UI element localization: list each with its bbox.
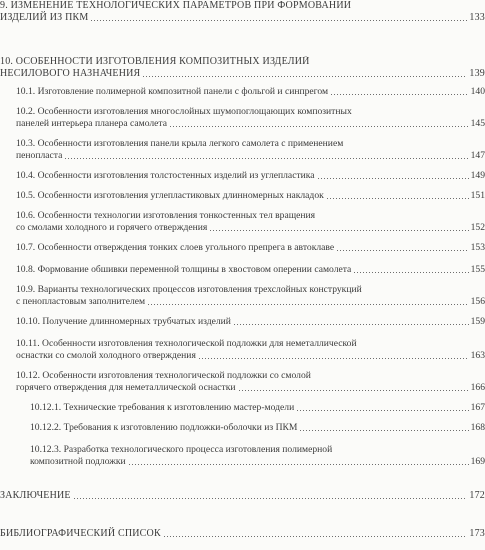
toc-entry-line: оснастки со смолой холодного отверждения <box>16 350 196 361</box>
toc-entry-10-12-1[interactable] <box>0 402 485 414</box>
toc-entry-line: 10.9. Варианты технологических процессов изготовления трехслойных конструкций <box>16 284 362 295</box>
page-number: 168 <box>470 422 485 433</box>
toc-entry-line: 10.2. Особенности изготовления многослойных шумопоглощающих композитных <box>16 106 352 117</box>
page-number: 145 <box>470 118 485 129</box>
page-number: 139 <box>469 68 485 79</box>
toc-entry-10-9[interactable] <box>0 284 485 308</box>
toc-entry-10-4[interactable] <box>0 170 485 182</box>
toc-entry-10-3[interactable] <box>0 138 485 162</box>
page-number: 167 <box>470 402 485 413</box>
toc-entry-10-12[interactable] <box>0 370 485 394</box>
leader-dots <box>90 20 467 21</box>
toc-entry-10-8[interactable] <box>0 264 485 276</box>
page-number: 156 <box>470 296 485 307</box>
toc-entry-10-5[interactable] <box>0 190 485 202</box>
toc-entry-line: БИБЛИОГРАФИЧЕСКИЙ СПИСОК <box>0 528 161 539</box>
toc-entry-conclusion[interactable] <box>0 490 485 502</box>
toc-entry-10-6[interactable] <box>0 210 485 234</box>
leader-dots <box>296 410 468 411</box>
toc-entry-line: 10.10. Получение длинномерных трубчатых изделий <box>16 316 231 327</box>
toc-entry-line: 10.4. Особенности изготовления толстостенных изделий из углепластика <box>16 170 315 181</box>
page-number: 172 <box>469 490 485 501</box>
page-number: 159 <box>470 316 485 327</box>
toc-entry-10-12-3[interactable] <box>0 444 485 468</box>
page-number: 173 <box>469 528 485 539</box>
page-number: 149 <box>470 170 485 181</box>
toc-entry-line: НЕСИЛОВОГО НАЗНАЧЕНИЯ <box>0 68 141 79</box>
toc-entry-10-2[interactable] <box>0 106 485 130</box>
leader-dots <box>147 304 469 305</box>
toc-entry-line: 10.5. Особенности изготовления углепластиковых длинномерных накладок <box>16 190 324 201</box>
leader-dots <box>73 498 468 499</box>
leader-dots <box>169 126 469 127</box>
toc-entry-line: со смолами холодного и горячего отверждения <box>16 222 208 233</box>
toc-entry-chapter-9[interactable] <box>0 0 485 24</box>
leader-dots <box>238 390 469 391</box>
toc-entry-10-12-2[interactable] <box>0 422 485 434</box>
leader-dots <box>330 94 469 95</box>
toc-entry-line: 9. ИЗМЕНЕНИЕ ТЕХНОЛОГИЧЕСКИХ ПАРАМЕТРОВ ПРИ ФОРМОВАНИИ <box>0 0 352 11</box>
leader-dots <box>128 464 469 465</box>
leader-dots <box>198 358 469 359</box>
toc-entry-line: 10.3. Особенности изготовления панели крыла легкого самолета с применением <box>16 138 344 149</box>
page-number: 163 <box>470 350 485 361</box>
toc-entry-10-10[interactable] <box>0 316 485 328</box>
page-number: 140 <box>470 86 485 97</box>
page-number: 151 <box>470 190 485 201</box>
leader-dots <box>209 230 468 231</box>
toc-entry-line: 10.1. Изготовление полимерной композитной панели с фольгой и синпрегом <box>16 86 329 97</box>
toc-entry-chapter-10[interactable] <box>0 56 485 80</box>
page-number: 133 <box>469 12 485 23</box>
leader-dots <box>317 178 469 179</box>
toc-entry-bibliography[interactable] <box>0 528 485 540</box>
leader-dots <box>326 198 469 199</box>
toc-entry-line: 10.12.2. Требования к изготовлению подложки-оболочки из ПКМ <box>30 422 298 433</box>
page-number: 152 <box>470 222 485 233</box>
leader-dots <box>336 250 468 251</box>
toc-entry-line: композитной подложки <box>30 456 126 467</box>
toc-entry-line: 10.6. Особенности технологии изготовления тонкостенных тел вращения <box>16 210 316 221</box>
toc-entry-10-11[interactable] <box>0 338 485 362</box>
leader-dots <box>64 158 468 159</box>
toc-entry-line: 10.8. Формование обшивки переменной толщины в хвостовом оперении самолета <box>16 264 352 275</box>
toc-entry-line: 10.11. Особенности изготовления технологической подложки для неметаллической <box>16 338 357 349</box>
leader-dots <box>353 272 468 273</box>
toc-entry-line: 10.12.3. Разработка технологического процесса изготовления полимерной <box>30 444 333 455</box>
toc-entry-10-1[interactable] <box>0 86 485 98</box>
page-number: 169 <box>470 456 485 467</box>
leader-dots <box>163 536 468 537</box>
toc-entry-line: панелей интерьера планера самолета <box>16 118 167 129</box>
page-number: 153 <box>470 242 485 253</box>
toc-entry-line: ИЗДЕЛИЙ ИЗ ПКМ <box>0 12 89 23</box>
toc-entry-line: 10.12. Особенности изготовления технологической подложки со смолой <box>16 370 311 381</box>
leader-dots <box>142 76 467 77</box>
toc-entry-line: с пенопластовым заполнителем <box>16 296 146 307</box>
leader-dots <box>233 324 469 325</box>
page-number: 166 <box>470 382 485 393</box>
toc-entry-10-7[interactable] <box>0 242 485 254</box>
toc-entry-line: 10.12.1. Технические требования к изготовлению мастер-модели <box>30 402 295 413</box>
toc-entry-line: 10.7. Особенности отверждения тонких слоев угольного препрега в автоклаве <box>16 242 335 253</box>
leader-dots <box>299 430 468 431</box>
toc-entry-line: ЗАКЛЮЧЕНИЕ <box>0 490 71 501</box>
page-number: 155 <box>470 264 485 275</box>
page-number: 147 <box>470 150 485 161</box>
toc-entry-line: горячего отверждения для неметаллической оснастки <box>16 382 236 393</box>
toc-entry-line: 10. ОСОБЕННОСТИ ИЗГОТОВЛЕНИЯ КОМПОЗИТНЫХ ИЗДЕЛИЙ <box>0 56 310 67</box>
toc-entry-line: пенопласта <box>16 150 63 161</box>
